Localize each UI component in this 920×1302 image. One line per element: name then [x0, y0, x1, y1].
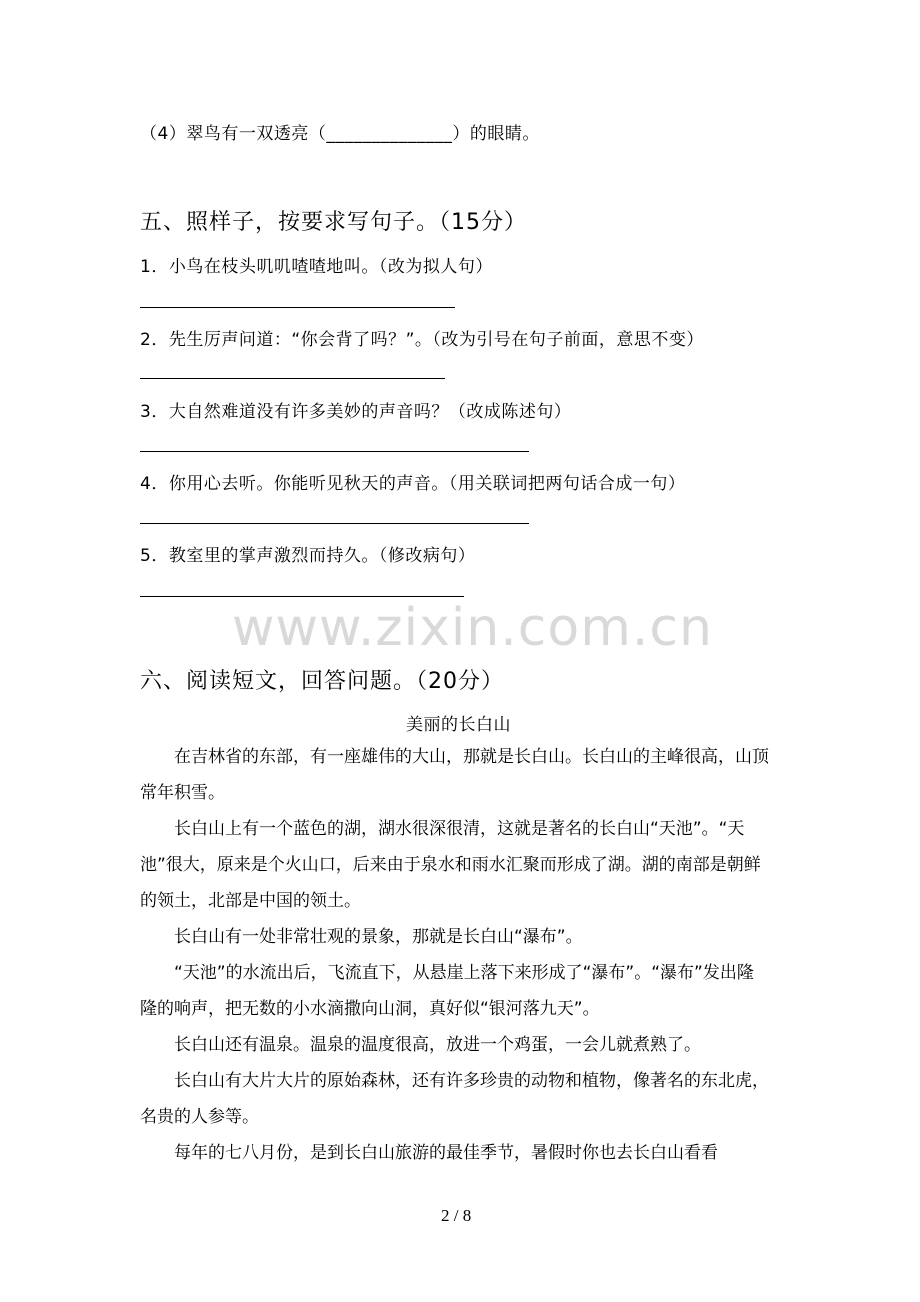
answer-line-5-1[interactable]	[140, 307, 455, 308]
question-5-1: 1．小鸟在枝头叽叽喳喳地叫。（改为拟人句）	[140, 257, 493, 277]
passage-paragraph: “天池”的水流出后，飞流直下，从悬崖上落下来形成了“瀑布”。“瀑布”发出隆隆的响声，把无数的小水滴撒向山洞，真好似“银河落九天”。	[140, 963, 754, 1019]
section-5-heading: 五、照样子，按要求写句子。（15分）	[140, 210, 527, 235]
page-number: 2 / 8	[441, 1206, 472, 1225]
passage-paragraph: 长白山有一处非常壮观的景象，那就是长白山“瀑布”。	[174, 927, 583, 947]
passage-paragraph: 在吉林省的东部，有一座雄伟的大山，那就是长白山。长白山的主峰很高，山顶常年积雪。	[140, 747, 769, 803]
answer-line-5-3[interactable]	[140, 451, 529, 452]
question-item-4: （4）翠鸟有一双透亮（______________）的眼睛。	[140, 124, 540, 144]
passage-title: 美丽的长白山	[406, 715, 511, 735]
passage-paragraph: 长白山有大片大片的原始森林，还有许多珍贵的动物和植物，像著名的东北虎，名贵的人参等。	[140, 1071, 769, 1127]
passage-paragraph: 长白山上有一个蓝色的湖，湖水很深很清，这就是著名的长白山“天池”。“天池”很大，原来是个火山口，后来由于泉水和雨水汇聚而形成了湖。湖的南部是朝鲜的领土，北部是中国的领土。	[140, 819, 761, 911]
passage-paragraph: 每年的七八月份，是到长白山旅游的最佳季节，暑假时你也去长白山看看	[174, 1143, 718, 1163]
question-5-5: 5．教室里的掌声激烈而持久。（修改病句）	[140, 546, 476, 566]
answer-line-5-2[interactable]	[140, 378, 445, 379]
answer-line-5-5[interactable]	[140, 596, 464, 597]
section-6-heading: 六、阅读短文，回答问题。（20分）	[140, 669, 504, 694]
question-5-4: 4．你用心去听。你能听见秋天的声音。（用关联词把两句话合成一句）	[140, 474, 686, 494]
passage-paragraph: 长白山还有温泉。温泉的温度很高，放进一个鸡蛋，一会儿就煮熟了。	[174, 1035, 701, 1055]
question-5-3: 3．大自然难道没有许多美妙的声音吗？（改成陈述句）	[140, 402, 572, 422]
watermark: www.zixin.com.cn	[232, 598, 713, 658]
answer-line-5-4[interactable]	[140, 523, 529, 524]
question-5-2: 2．先生厉声问道：“你会背了吗？”。（改为引号在句子前面，意思不变）	[140, 330, 704, 350]
